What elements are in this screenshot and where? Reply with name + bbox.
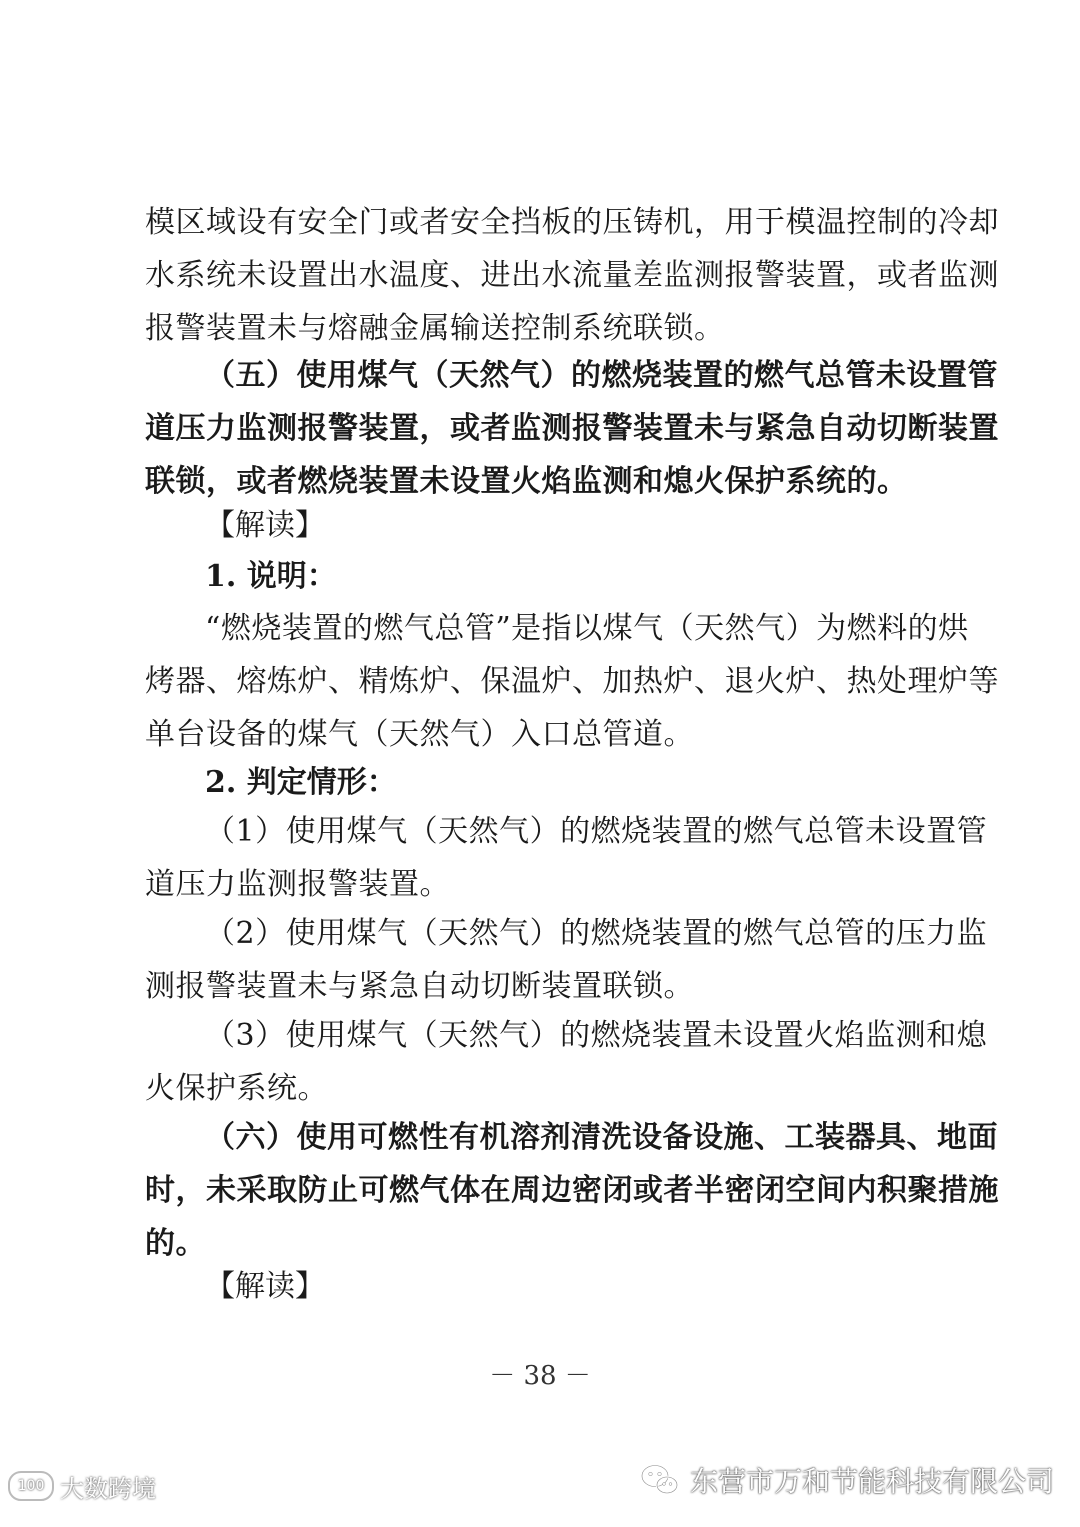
cases-heading: 2. 判定情形： [205,765,397,800]
text-line: （1）使用煤气（天然气）的燃烧装置的燃气总管未设置管 [205,814,988,849]
text-line: 单台设备的煤气（天然气）入口总管道。 [145,717,694,752]
text-line: （2）使用煤气（天然气）的燃烧装置的燃气总管的压力监 [205,916,988,951]
text-line: （3）使用煤气（天然气）的燃烧装置未设置火焰监测和熄 [205,1018,988,1053]
text-line: 的。 [145,1226,206,1261]
watermark-right-text: 东营市万和节能科技有限公司 [690,1465,1055,1498]
paragraph-case-3 [145,1009,988,1115]
interpretation-heading: 【解读】 [205,508,325,543]
text-line: 道压力监测报警装置，或者监测报警装置未与紧急自动切断装置 [145,411,999,446]
wechat-icon [640,1463,680,1497]
text-line: （五）使用煤气（天然气）的燃烧装置的燃气总管未设置管 [205,358,998,393]
text-line: 道压力监测报警装置。 [145,867,450,902]
paragraph-explanation [145,602,999,761]
text-line: 时，未采取防止可燃气体在周边密闭或者半密闭空间内积聚措施 [145,1173,999,1208]
text-line: 联锁，或者燃烧装置未设置火焰监测和熄火保护系统的。 [145,464,908,499]
watermark-left [8,1466,156,1506]
interpretation-heading: 【解读】 [205,1269,325,1304]
paragraph-item-six [145,1111,999,1270]
text-line: 报警装置未与熔融金属输送控制系统联锁。 [145,311,725,346]
text-line: （六）使用可燃性有机溶剂清洗设备设施、工装器具、地面 [205,1120,998,1155]
paragraph-case-1 [145,805,988,911]
text-line: 火保护系统。 [145,1071,328,1106]
text-line: 模区域设有安全门或者安全挡板的压铸机，用于模温控制的冷却 [145,205,999,240]
text-line: “燃烧装置的燃气总管”是指以煤气（天然气）为燃料的烘 [205,611,969,646]
paragraph-case-2 [145,907,988,1013]
watermark-logo: 100 [8,1471,54,1501]
watermark-right [640,1460,1054,1500]
watermark-left-text: 大数跨境 [60,1474,156,1503]
text-line: 水系统未设置出水温度、进出水流量差监测报警装置，或者监测 [145,258,999,293]
paragraph-item-five [145,349,999,508]
explanation-heading: 1. 说明： [205,559,337,594]
text-line: 测报警装置未与紧急自动切断装置联锁。 [145,969,694,1004]
paragraph-die-casting [145,196,999,355]
text-line: 烤器、熔炼炉、精炼炉、保温炉、加热炉、退火炉、热处理炉等 [145,664,999,699]
page-number: － 38 － [489,1361,591,1391]
